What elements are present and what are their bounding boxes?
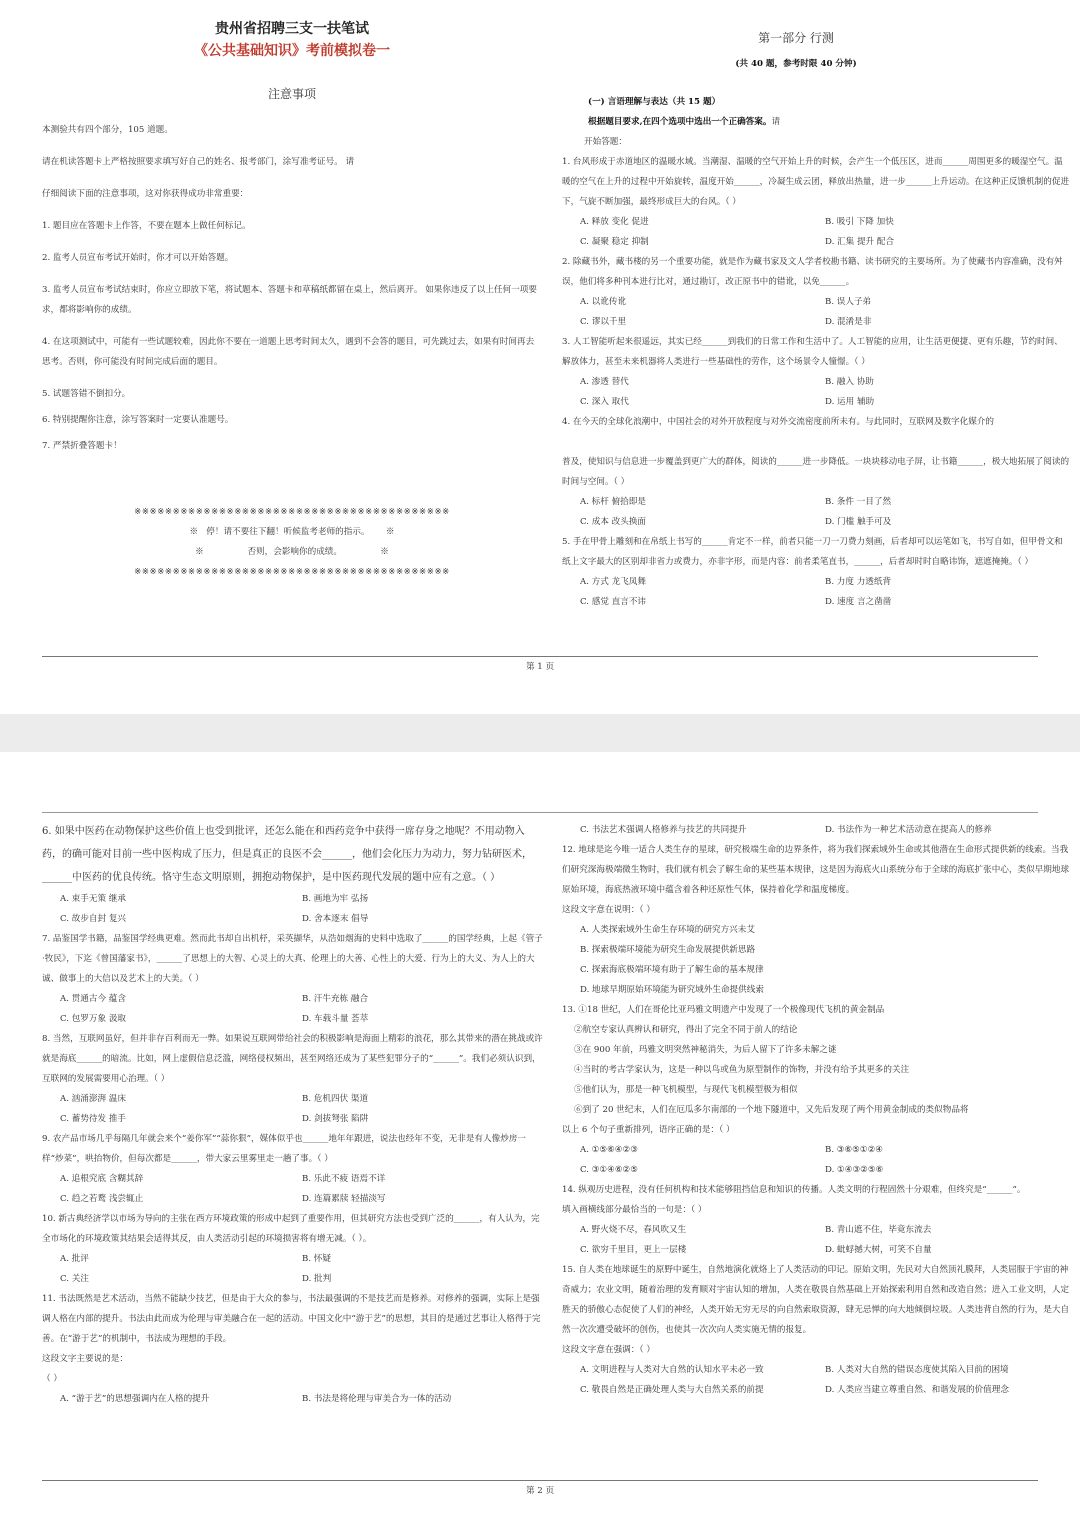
questions-column-left [42, 820, 544, 1409]
option[interactable]: A. 批评 [60, 1254, 89, 1264]
option[interactable]: C. 趋之若鹜 浅尝辄止 [60, 1194, 144, 1204]
page-number: 第 2 页 [525, 1486, 555, 1496]
option[interactable]: D. 地球早期原始环境能为研究域外生命提供线索 [580, 985, 764, 995]
option[interactable]: B. 画地为牢 弘扬 [302, 894, 369, 904]
question-15: 15. 自人类在地球诞生的原野中诞生，自然地演化就烙上了人类活动的印记。原始文明，先民对大自然顶礼膜拜，人类屈服于宇宙的神奇威力；农业文明，随着治理的发育顺对宇宙认知的增加，人类在敬畏自然基础上开始探索利用自然和改造自然；进入工业文明，人定胜天的骄傲心态促使了人们的神经，人类开始无穷无尽的向自然索取资源，肆无忌惮的向大地倾倒垃圾。人类违背自然的行为，是大自然一次次遭受破坏的创伤，也使其一次次向人类实施无情的报复。 [562, 1265, 1070, 1335]
footer-divider [42, 656, 1038, 657]
option[interactable]: A. 渗透 替代 [580, 377, 629, 387]
notice-line: 请在机读答题卡上严格按照要求填写好自己的姓名、报考部门，涂写准考证号。 请 [42, 157, 355, 167]
part-subtitle: (共 40 题，参考时限 40 分钟) [735, 59, 857, 69]
question-1: 1. 台风形成于赤道地区的温暖水域。当潮湿、温暖的空气开始上升的时候，会产生一个低压区，进而______周围更多的暖湿空气。温暖的空气在上升的过程中开始旋转，温度开始______，冷凝生成云团，释放出热量，进一步______上升运动。在这种正反馈机制的促进下，气旋不断加强，最终形成巨大的台风。（ ） [562, 157, 1070, 207]
question-4b: 普及，使知识与信息进一步覆盖到更广大的群体，阅读的______进一步降低。一块块移动电子屏，让书籍______，极大地拓展了阅读的时间与空间。（ ） [562, 457, 1070, 487]
option[interactable]: B. 乐此不疲 语焉不详 [302, 1174, 386, 1184]
option[interactable]: B. 吸引 下降 加快 [825, 217, 894, 227]
options-2 [562, 292, 1070, 332]
option[interactable]: C. 谬以千里 [580, 317, 627, 327]
option[interactable]: D. 蚍蜉撼大树，可笑不自量 [825, 1245, 932, 1255]
notice-line: 1. 题目应在答题卡上作答，不要在题本上做任何标记。 [42, 221, 251, 231]
part-title: 第一部分 行测 [758, 31, 834, 45]
options-6 [42, 889, 544, 929]
question-9: 9. 农产品市场几乎每隔几年就会来个“姜你军”“蒜你狠”，媒体似乎也______地年年跟进，说法也经年不变，无非是有人像炒房一样“炒菜”，哄抬物价，但每次都是______，带大家云里雾里走一趟了事。（ ） [42, 1134, 526, 1164]
option[interactable]: B. 人类对大自然的错误态度使其陷入目前的困境 [825, 1365, 1009, 1375]
option[interactable]: D. 批判 [302, 1274, 332, 1284]
exam-page-1 [0, 0, 1080, 714]
option[interactable]: C. 探索海底极端环境有助于了解生命的基本规律 [580, 965, 764, 975]
option[interactable]: B. 汗牛充栋 融合 [302, 994, 369, 1004]
question-12: 12. 地球是迄今唯一适合人类生存的星球，研究极端生命的边界条件，将为我们探索域外生命或其他潜在生命形式提供新的线索。当我们研究深海极端微生物时，我们就有机会了解生命的某些基本规律，这是因为海底火山系统分布于全球的海底扩张中心，类似早期地球原始环境，海底热液环境中蕴含着各种还原性气体，保持着化学和温度梯度。 [562, 845, 1070, 895]
exam-subtitle: 《公共基础知识》考前模拟卷一 [194, 43, 390, 59]
warning-stars: ※※※※※※※※※※※※※※※※※※※※※※※※※※※※※※※※※※※※※※※※※ [134, 507, 450, 517]
notice-line: 5. 试题答错不倒扣分。 [42, 389, 131, 399]
option[interactable]: A. 以讹传讹 [580, 297, 627, 307]
notice-line: 2. 监考人员宣布考试开始时，你才可以开始答题。 [42, 253, 234, 263]
option[interactable]: A. 野火烧不尽，春风吹又生 [580, 1225, 687, 1235]
option[interactable]: A. 人类探索域外生命生存环境的研究方兴未艾 [580, 925, 755, 935]
option[interactable]: C. 故步自封 复兴 [60, 914, 127, 924]
question-5: 5. 手在甲骨上雕刻和在帛纸上书写的______肯定不一样，前者只能一刀一刀费力刻画，后者却可以运笔如飞，书写自如，但甲骨文和纸上文字最大的区别却非省力或费力，亦非字形，而是内容：前者柔笔直书，______，后者却时时自略讳饰，遮遮掩掩。（ ） [562, 537, 1063, 567]
option[interactable]: A. 贯通古今 蕴含 [60, 994, 126, 1004]
warning-box [42, 502, 542, 582]
option[interactable]: C. 成本 改头换面 [580, 517, 647, 527]
page-gap [0, 714, 1080, 752]
question-6: 6. 如果中医药在动物保护这些价值上也受到批评，还怎么能在和西药竞争中获得一席存身之地呢？不用动物入药，的确可能对目前一些中医构成了压力，但是真正的良医不会______，他们会化压力为动力，努力钻研医术，______中医药的优良传统。恪守生态文明原则，拥抱动物保护，是中医药现代发展的题中应有之意。（ ） [42, 826, 532, 883]
instruction-rest: 请 [771, 117, 781, 127]
question-15-ask: 这段文字意在强调：（ ） [562, 1345, 655, 1355]
options-14 [562, 1220, 1070, 1260]
question-10: 10. 新古典经济学以市场为导向的主张在西方环境政策的形成中起到了重要作用，但其研究方法也受到广泛的______，有人认为，完全市场化的环境政策其结果会适得其反，由人类活动引起的环境损害将有增无减。（ ）。 [42, 1214, 540, 1244]
sentence-item: ⑤他们认为，那是一种飞机模型，与现代飞机模型极为相似 [574, 1085, 798, 1095]
questions-column [562, 28, 1070, 612]
question-4a: 4. 在今天的全球化浪潮中，中国社会的对外开放程度与对外交流密度前所未有。与此同时，互联网及数字化媒介的 [562, 417, 995, 427]
question-13-ask: 以上 6 个句子重新排列，语序正确的是：（ ） [562, 1125, 735, 1135]
option[interactable]: C. 关注 [60, 1274, 89, 1284]
question-12-ask: 这段文字意在说明：（ ） [562, 905, 655, 915]
exam-page-2 [0, 752, 1080, 1532]
option[interactable]: D. ①④③②⑤⑥ [825, 1165, 884, 1175]
options-7 [42, 989, 544, 1029]
page-number: 第 1 页 [525, 662, 555, 672]
option[interactable]: D. 门槛 触手可及 [825, 517, 892, 527]
option[interactable]: A. 标杆 俯拾即是 [580, 497, 646, 507]
option[interactable]: B. 危机四伏 渠道 [302, 1094, 369, 1104]
question-14: 14. 纵观历史进程，没有任何机构和技术能够阻挡信息和知识的传播。人类文明的行程固然十分艰难，但终究是“______”。 [562, 1185, 1026, 1195]
sentence-item: ③在 900 年前，玛雅文明突然神秘消失，为后人留下了许多未解之谜 [574, 1045, 837, 1055]
option[interactable]: D. 书法作为一种艺术活动意在提高人的修养 [825, 825, 992, 835]
options-15 [562, 1360, 1070, 1400]
option[interactable]: B. 力度 力透纸背 [825, 577, 892, 587]
option[interactable]: C. 凝聚 稳定 抑制 [580, 237, 649, 247]
option[interactable]: D. 速度 言之凿凿 [825, 597, 892, 607]
question-2: 2. 除藏书外，藏书楼的另一个重要功能，就是作为藏书家及文人学者校勘书籍、读书研究的主要场所。为了使藏书内容准确，没有舛误，他们将多种刊本进行比对，通过勘订，改正原书中的错讹，以免______。 [562, 257, 1063, 287]
question-14-ask: 填入画横线部分最恰当的一句是：（ ） [562, 1205, 707, 1215]
option[interactable]: B. 条件 一目了然 [825, 497, 892, 507]
header-divider [42, 812, 1038, 813]
question-11-paren: （ ） [42, 1374, 62, 1384]
warning-line: ※ 否则，会影响你的成绩。 ※ [195, 547, 389, 557]
option[interactable]: A. “游于艺”的思想强调内在人格的提升 [60, 1394, 210, 1404]
notice-line: 本测验共有四个部分，105 道题。 [42, 125, 173, 135]
options-5 [562, 572, 1070, 612]
option[interactable]: C. 蓄势待发 推手 [60, 1114, 127, 1124]
question-11-ask: 这段文字主要说的是： [42, 1354, 128, 1364]
options-11 [42, 1389, 544, 1409]
options-13 [562, 1140, 1070, 1180]
questions-column-right [562, 820, 1070, 1400]
question-8: 8. 当然，互联网虽好，但并非存百利而无一弊。如果说互联网带给社会的积极影响是海面上精彩的浪花，那么其带来的潜在挑战或许就是海底______的暗流。比如，网上虚假信息泛滥，网络侵权频出，甚至网络还成为了某些犯罪分子的“______”。我们必须认识到，互联网的发展需要用心治理。（ ） [42, 1034, 543, 1084]
section-title: (一) 言语理解与表达（共 15 题） [588, 97, 721, 107]
option[interactable]: B. 青山遮不住，毕竟东流去 [825, 1225, 932, 1235]
options-12 [562, 920, 1070, 1000]
question-13-items [562, 1020, 1070, 1120]
option[interactable]: C. 感觉 直言不讳 [580, 597, 647, 607]
instruction-bold: 根据题目要求,在四个选项中选出一个正确答案。 [588, 117, 772, 127]
notice-line: 6. 特别提醒你注意，涂写答案时一定要认准题号。 [42, 415, 234, 425]
options-3 [562, 372, 1070, 412]
option[interactable]: A. 方式 龙飞凤舞 [580, 577, 646, 587]
exam-title: 贵州省招聘三支一扶笔试 [215, 21, 369, 37]
option[interactable]: B. 误人子弟 [825, 297, 872, 307]
warning-line: ※ 停！请不要往下翻！听候监考老师的指示。 ※ [189, 527, 395, 537]
notice-line: 4. 在这项测试中，可能有一些试题较难，因此你不要在一道题上思考时间太久，遇到不会答的题目，可先跳过去，如果有时间再去思考。否则，你可能没有时间完成后面的题目。 [42, 337, 535, 367]
option[interactable]: D. 连篇累牍 轻描淡写 [302, 1194, 386, 1204]
option[interactable]: D. 汇集 提升 配合 [825, 237, 895, 247]
options-11-cont [562, 820, 1070, 840]
option[interactable]: B. 探索极端环境能为研究生命发展提供新思路 [580, 945, 756, 955]
option[interactable]: A. 释放 变化 促进 [580, 217, 649, 227]
notice-line: 7. 严禁折叠答题卡！ [42, 441, 122, 451]
options-4 [562, 492, 1070, 532]
option[interactable]: C. 书法艺术强调人格修养与技艺的共同提升 [580, 825, 747, 835]
option[interactable]: D. 人类应当建立尊重自然、和谐发展的价值理念 [825, 1385, 1009, 1395]
option[interactable]: A. 束手无策 继承 [60, 894, 126, 904]
footer-divider [42, 1480, 1038, 1481]
option[interactable]: C. 欲穷千里目，更上一层楼 [580, 1245, 687, 1255]
option[interactable]: B. ③⑥⑤①②④ [825, 1145, 884, 1155]
notice-title: 注意事项 [267, 87, 316, 101]
options-8 [42, 1089, 544, 1129]
option[interactable]: D. 车载斗量 荟萃 [302, 1014, 369, 1024]
question-13: 13. ①18 世纪，人们在哥伦比亚玛雅文明遗产中发现了一个极像现代飞机的黄金制品 [562, 1005, 885, 1015]
question-3: 3. 人工智能听起来很遥远，其实已经______到我们的日常工作和生活中了。人工智能的应用，让生活更便捷、更有乐趣，节约时间、解放体力，甚至未来机器将人类进行一些基础性的劳作，这个场景令人憧憬。（ ） [562, 337, 1063, 367]
instruction-line: 开始答题： [584, 137, 627, 147]
option[interactable]: B. 融入 协助 [825, 377, 874, 387]
option[interactable]: A. 追根究底 含糊其辞 [60, 1174, 144, 1184]
notice-line: 仔细阅读下面的注意事项，这对你获得成功非常重要： [42, 189, 249, 199]
option[interactable]: C. 敬畏自然是正确处理人类与大自然关系的前提 [580, 1385, 764, 1395]
question-11: 11. 书法既然是艺术活动，当然不能缺少技艺，但是由于大众的参与，书法最强调的不是技艺而是修养。对修养的强调，实际上是强调人格在内部的提升。书法由此而成为伦理与审美融合在一起的活动。中国文化中“游于艺”的思想，其目的是通过艺事让人格得于完善。在“游于艺”的机制中，书法成为理想的手段。 [42, 1294, 541, 1344]
warning-stars: ※※※※※※※※※※※※※※※※※※※※※※※※※※※※※※※※※※※※※※※※※ [134, 567, 450, 577]
option[interactable]: B. 书法是将伦理与审美合为一体的活动 [302, 1394, 452, 1404]
sentence-item: ④当时的考古学家认为，这是一种以鸟或鱼为原型制作的饰物，并没有给予其更多的关注 [574, 1065, 910, 1075]
options-9 [42, 1169, 544, 1209]
option[interactable]: B. 怀疑 [302, 1254, 331, 1264]
option[interactable]: C. ③①④⑥②⑤ [580, 1165, 638, 1175]
option[interactable]: D. 舍本逐末 倡导 [302, 914, 369, 924]
sentence-item: ②航空专家认真辨认和研究，得出了完全不同于前人的结论 [574, 1025, 798, 1035]
option[interactable]: A. 汹涌澎湃 温床 [60, 1094, 126, 1104]
options-10 [42, 1249, 544, 1289]
options-1 [562, 212, 1070, 252]
sentence-item: ⑥到了 20 世纪末，人们在厄瓜多尔南部的一个地下隧道中，又先后发现了两个用黄金制成的类似物品将 [574, 1105, 969, 1115]
option[interactable]: C. 深入 取代 [580, 397, 629, 407]
option[interactable]: D. 运用 辅助 [825, 397, 875, 407]
notice-line: 3. 监考人员宣布考试结束时，你应立即放下笔，将试题本、答题卡和草稿纸都留在桌上，然后离开。 如果你违反了以上任何一项要求，都将影响你的成绩。 [42, 285, 537, 315]
option[interactable]: D. 混淆是非 [825, 317, 872, 327]
option[interactable]: C. 包罗万象 汲取 [60, 1014, 127, 1024]
question-7: 7. 品鉴国学书籍，品鉴国学经典更难。然而此书却自出机杼，采英撷华，从浩如烟海的史料中选取了______的国学经典，上起《管子·牧民》，下迄《曾国藩家书》，______了思想上的大智、心灵上的大真、伦理上的大善、心性上的大爱、行为上的大义、为人上的大诚、做事上的大信以及艺术上的大美。（ ） [42, 934, 543, 984]
option[interactable]: A. ①⑤⑥④②③ [580, 1145, 638, 1155]
cover-column [42, 18, 542, 582]
option[interactable]: A. 文明进程与人类对大自然的认知水平未必一致 [580, 1365, 764, 1375]
option[interactable]: D. 剑拔弩张 陷阱 [302, 1114, 369, 1124]
